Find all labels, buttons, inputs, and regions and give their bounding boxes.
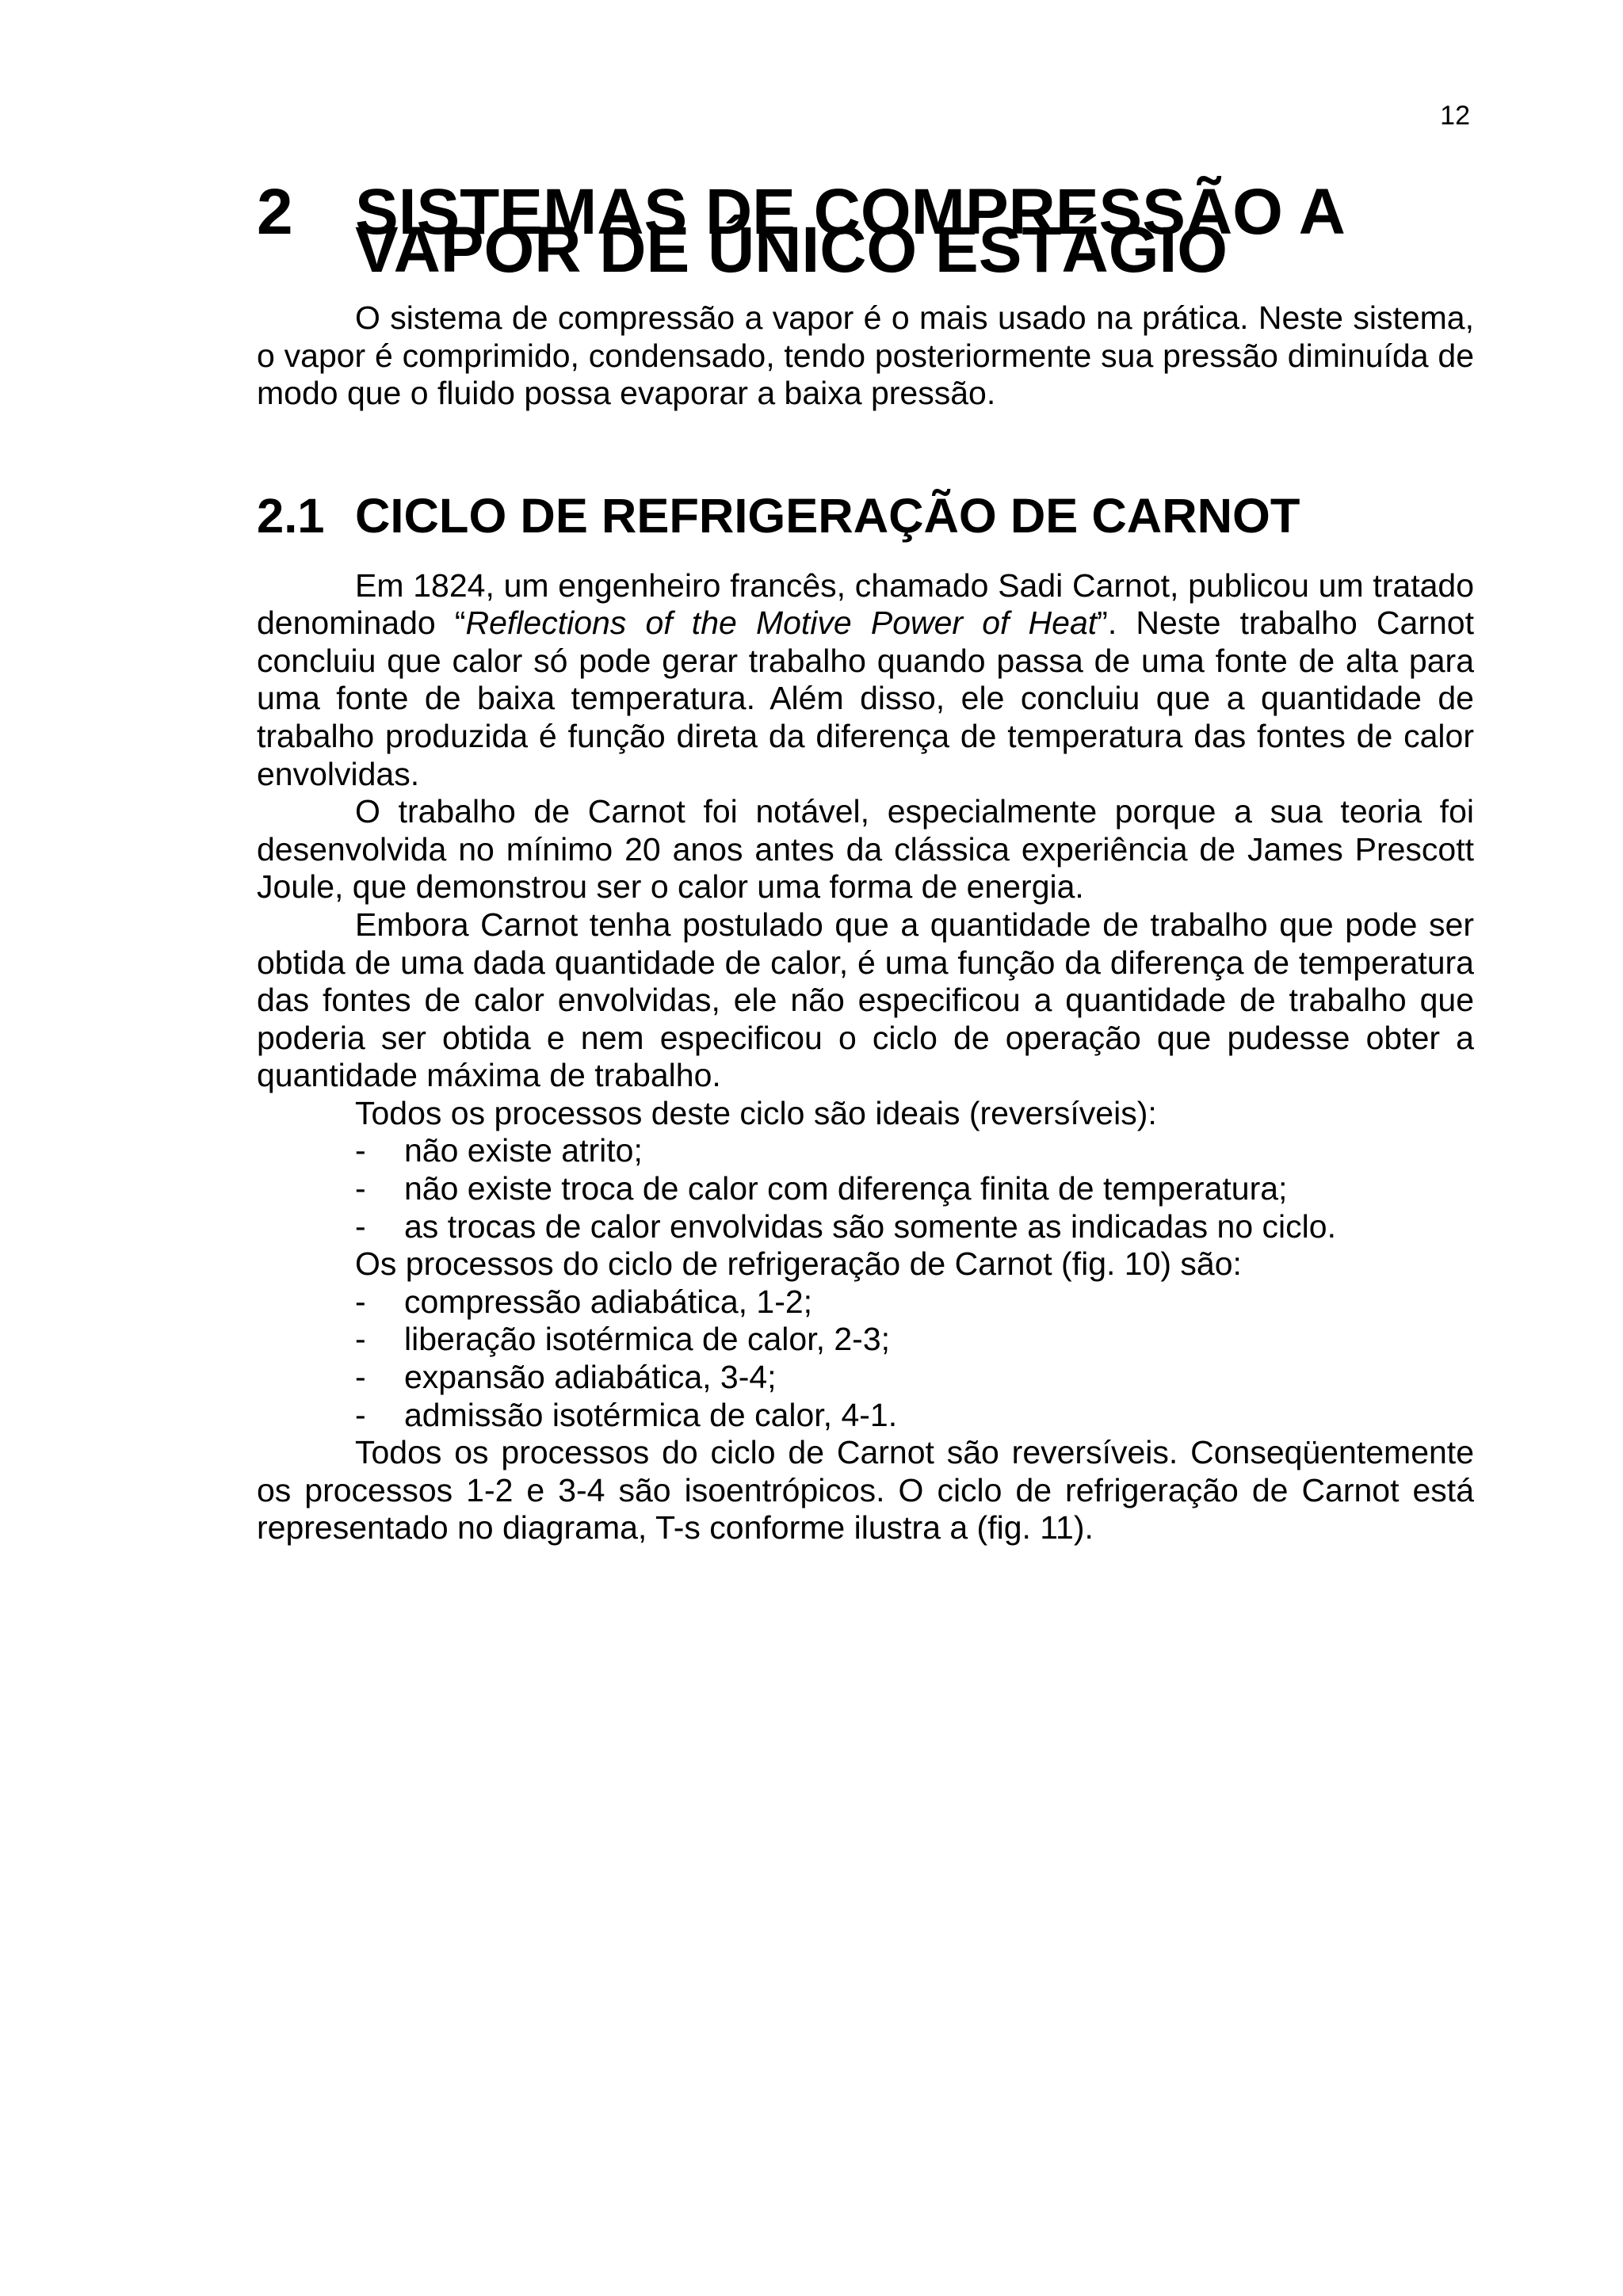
list-item-text: admissão isotérmica de calor, 4-1.: [404, 1396, 898, 1433]
carnot-paragraph-5: Os processos do ciclo de refrigeração de Carnot (fig. 10) são:: [355, 1245, 1242, 1283]
list-item: [257, 1359, 1474, 1397]
carnot-paragraph-1: [257, 567, 1474, 794]
section-heading: [257, 176, 1474, 286]
list-bullet: -: [355, 1396, 366, 1433]
carnot-paragraph-4: Todos os processos deste ciclo são ideais (reversíveis):: [355, 1094, 1157, 1131]
list-item: [257, 1397, 1474, 1435]
carnot-paragraph-6: Todos os processos do ciclo de Carnot são reversíveis. Conseqüentemente os processos 1-2 e 3-4 são isoentrópicos. O ciclo de refrigeração de Carnot está representado no diagrama, T-s conforme ilustra a (fig. 11).: [257, 1434, 1474, 1547]
list-bullet: -: [355, 1132, 366, 1169]
list-bullet: -: [355, 1283, 366, 1320]
list-item-text: não existe troca de calor com diferença finita de temperatura;: [404, 1170, 1288, 1207]
list-bullet: -: [355, 1207, 366, 1245]
p1-italic-title: Reflections of the Motive Power of Heat: [465, 605, 1098, 642]
carnot-paragraph-2: O trabalho de Carnot foi notável, especialmente porque a sua teoria foi desenvolvida no mínimo 20 anos antes da clássica experiência de James Prescott Joule, que demonstrou ser o calor uma forma de energia.: [257, 793, 1474, 906]
list-item-text: as trocas de calor envolvidas são somente as indicadas no ciclo.: [404, 1207, 1336, 1245]
section-number: 2: [257, 176, 293, 248]
list-item: [257, 1283, 1474, 1322]
section-intro-paragraph: O sistema de compressão a vapor é o mais usado na prática. Neste sistema, o vapor é comprimido, condensado, tendo posteriormente sua pressão diminuída de modo que o fluido possa evaporar a baixa pressão.: [257, 299, 1474, 412]
p1-text-before: Em 1824, um engenheiro francês, chamado Sadi Carnot, publicou um tratado denominado “: [257, 566, 1474, 642]
carnot-paragraph-3: Embora Carnot tenha postulado que a quantidade de trabalho que pode ser obtida de uma dada quantidade de calor, é uma função da diferença de temperatura das fontes de calor envolvidas, ele não especificou a quantidade de trabalho que poderia ser obtida e nem especificou o ciclo de operação que pudesse obter a quantidade máxima de trabalho.: [257, 906, 1474, 1094]
subsection-heading: [257, 488, 1474, 543]
list-item: [257, 1208, 1474, 1246]
list-item: [257, 1170, 1474, 1208]
carnot-processes-list: [257, 1283, 1474, 1434]
p1-text-after: ”. Neste trabalho Carnot concluiu que calor só pode gerar trabalho quando passa de uma fonte de alta para uma fonte de baixa temperatura. Além disso, ele concluiu que a quantidade de trabalho produzida é função direta da diferença de temperatura das fontes de calor envolvidas.: [257, 605, 1474, 792]
ideal-conditions-list: [257, 1132, 1474, 1245]
list-item-text: liberação isotérmica de calor, 2-3;: [404, 1321, 891, 1358]
list-item-text: compressão adiabática, 1-2;: [404, 1283, 813, 1320]
subsection-number: 2.1: [257, 488, 325, 543]
subsection-title: CICLO DE REFRIGERAÇÃO DE CARNOT: [355, 488, 1300, 543]
list-bullet: -: [355, 1321, 366, 1358]
list-item-text: não existe atrito;: [404, 1132, 643, 1169]
list-bullet: -: [355, 1170, 366, 1207]
page-number: 12: [1440, 101, 1470, 131]
list-item-text: expansão adiabática, 3-4;: [404, 1359, 777, 1396]
section-title: SISTEMAS DE COMPRESSÃO A VAPOR DE ÚNICO ESTÁGIO: [355, 176, 1343, 286]
list-item: [257, 1321, 1474, 1359]
list-bullet: -: [355, 1359, 366, 1396]
document-body: [257, 176, 1474, 1547]
list-item: [257, 1132, 1474, 1170]
